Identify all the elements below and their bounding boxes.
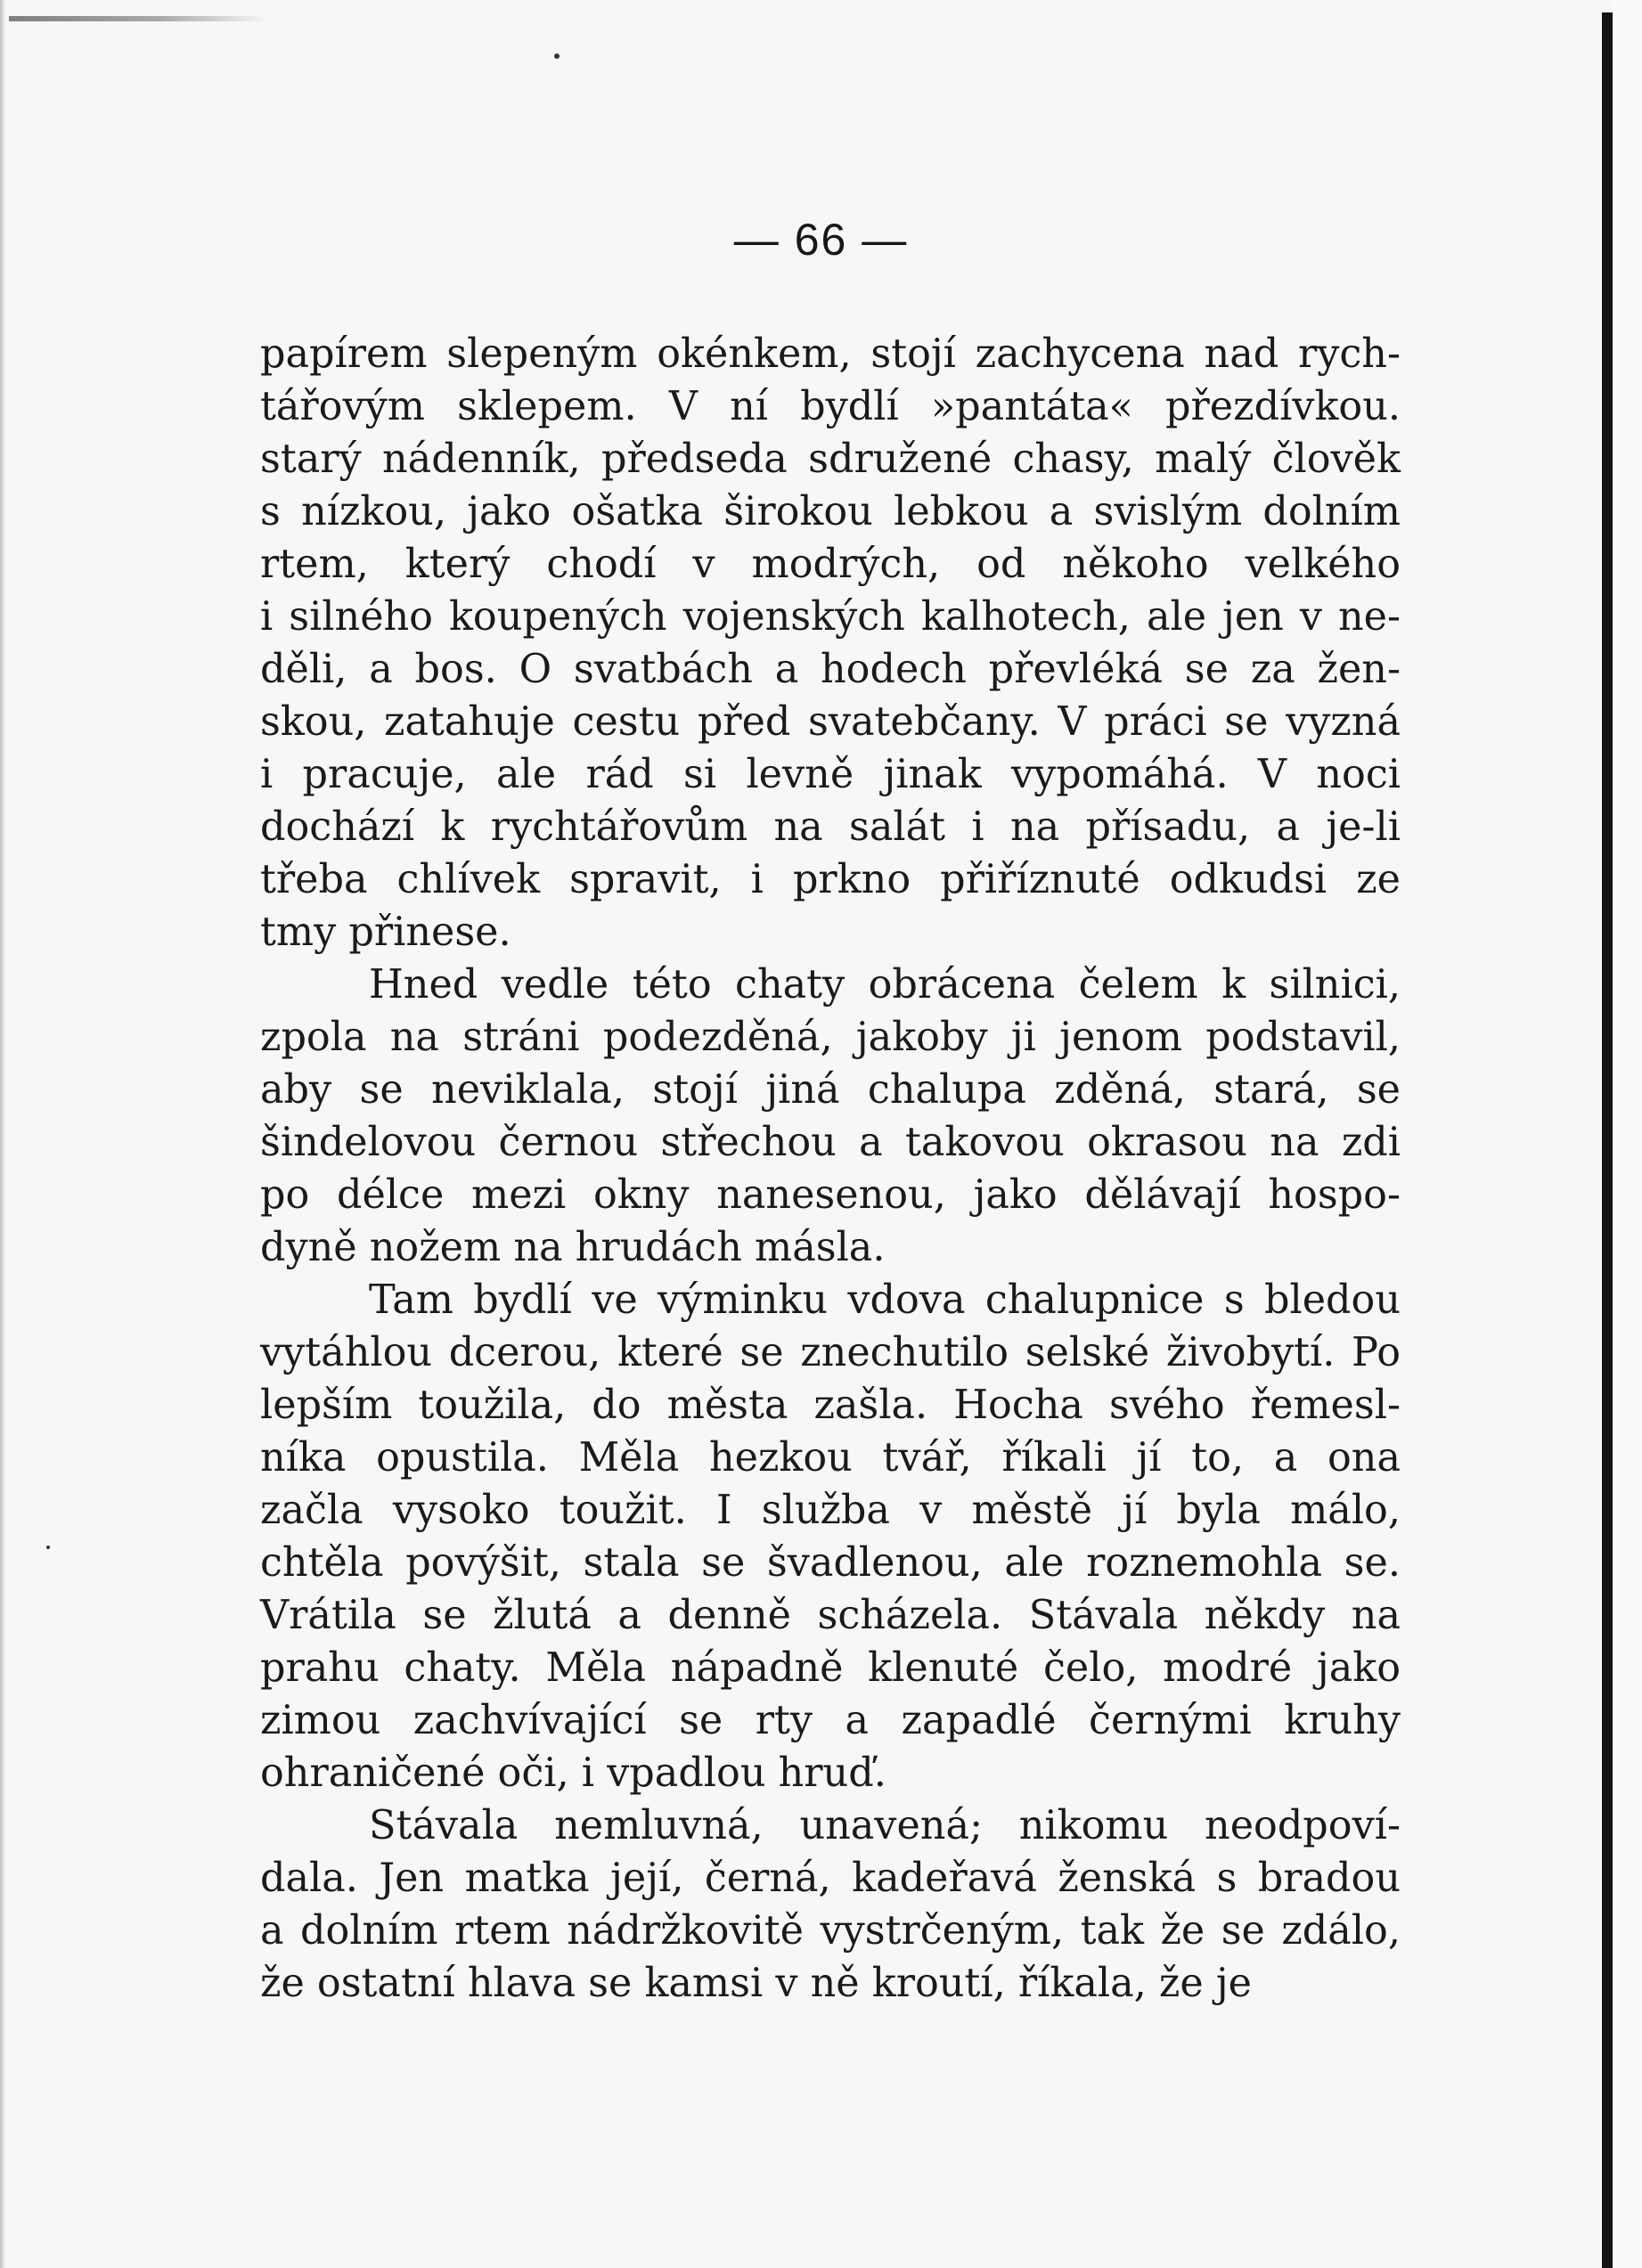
text-line: třeba chlívek spravit, i prkno přiříznuté odkudsi ze bbox=[260, 857, 1401, 902]
text-line: dochází k rychtářovům na salát i na přísadu, a je-li bbox=[260, 804, 1401, 850]
text-line: níka opustila. Měla hezkou tvář, říkali jí to, a ona bbox=[260, 1435, 1401, 1481]
text-line: Stávala nemluvná, unavená; nikomu neodpoví- bbox=[369, 1803, 1401, 1848]
text-line: a dolním rtem nádržkovitě vystrčeným, tak že se zdálo, bbox=[260, 1908, 1401, 1954]
text-line: začla vysoko toužit. I služba v městě jí byla málo, bbox=[260, 1488, 1401, 1533]
text-line: po délce mezi okny nanesenou, jako dělávají hospo- bbox=[260, 1172, 1401, 1218]
text-line: chtěla povýšit, stala se švadlenou, ale roznemohla se. bbox=[260, 1540, 1401, 1586]
text-line: že ostatní hlava se kamsi v ně kroutí, říkala, že je bbox=[260, 1961, 1252, 2006]
body-text bbox=[260, 328, 1401, 2010]
text-line: tmy přinese. bbox=[260, 910, 511, 955]
text-line: s nízkou, jako ošatka širokou lebkou a svislým dolním bbox=[260, 489, 1401, 534]
scan-right-margin bbox=[1613, 0, 1642, 2268]
text-line: šindelovou černou střechou a takovou okrasou na zdi bbox=[260, 1120, 1401, 1165]
text-line: prahu chaty. Měla nápadně klenuté čelo, modré jako bbox=[260, 1645, 1401, 1691]
text-line: tářovým sklepem. V ní bydlí »pantáta« přezdívkou. bbox=[260, 384, 1401, 429]
text-line: aby se neviklala, stojí jiná chalupa zděná, stará, se bbox=[260, 1067, 1401, 1113]
text-line: dyně nožem na hrudách másla. bbox=[260, 1225, 886, 1270]
text-line: ohraničené oči, i vpadlou hruď. bbox=[260, 1750, 886, 1796]
text-line: i pracuje, ale rád si levně jinak vypomáhá. V noci bbox=[260, 752, 1401, 797]
text-line: lepším toužila, do města zašla. Hocha svého řemesl- bbox=[260, 1383, 1401, 1428]
text-line: děli, a bos. O svatbách a hodech převléká se za žen- bbox=[260, 647, 1401, 692]
text-line: skou, zatahuje cestu před svatebčany. V práci se vyzná bbox=[260, 699, 1401, 745]
text-line: papírem slepeným okénkem, stojí zachycena nad rych- bbox=[260, 331, 1401, 377]
scan-right-border bbox=[1602, 12, 1613, 2268]
scan-speck bbox=[554, 53, 560, 59]
scan-speck bbox=[46, 1546, 50, 1549]
text-line: Tam bydlí ve výminku vdova chalupnice s bledou bbox=[369, 1277, 1401, 1323]
text-line: starý nádenník, předseda sdružené chasy, malý člověk bbox=[260, 436, 1401, 482]
text-line: rtem, který chodí v modrých, od někoho velkého bbox=[260, 542, 1401, 587]
text-line: dala. Jen matka její, černá, kadeřavá ženská s bradou bbox=[260, 1856, 1401, 1901]
scan-left-edge bbox=[0, 0, 5, 2268]
text-line: zimou zachvívající se rty a zapadlé černými kruhy bbox=[260, 1698, 1401, 1743]
text-line: vytáhlou dcerou, které se znechutilo selské živobytí. Po bbox=[260, 1330, 1401, 1375]
page-number: — 66 — bbox=[733, 215, 909, 265]
text-line: i silného koupených vojenských kalhotech, ale jen v ne- bbox=[260, 594, 1401, 640]
text-line: zpola na stráni podezděná, jakoby ji jenom podstavil, bbox=[260, 1015, 1401, 1060]
text-line: Vrátila se žlutá a denně scházela. Stávala někdy na bbox=[260, 1593, 1401, 1638]
text-line: Hned vedle této chaty obrácena čelem k silnici, bbox=[369, 962, 1401, 1008]
scan-top-edge bbox=[9, 16, 267, 21]
